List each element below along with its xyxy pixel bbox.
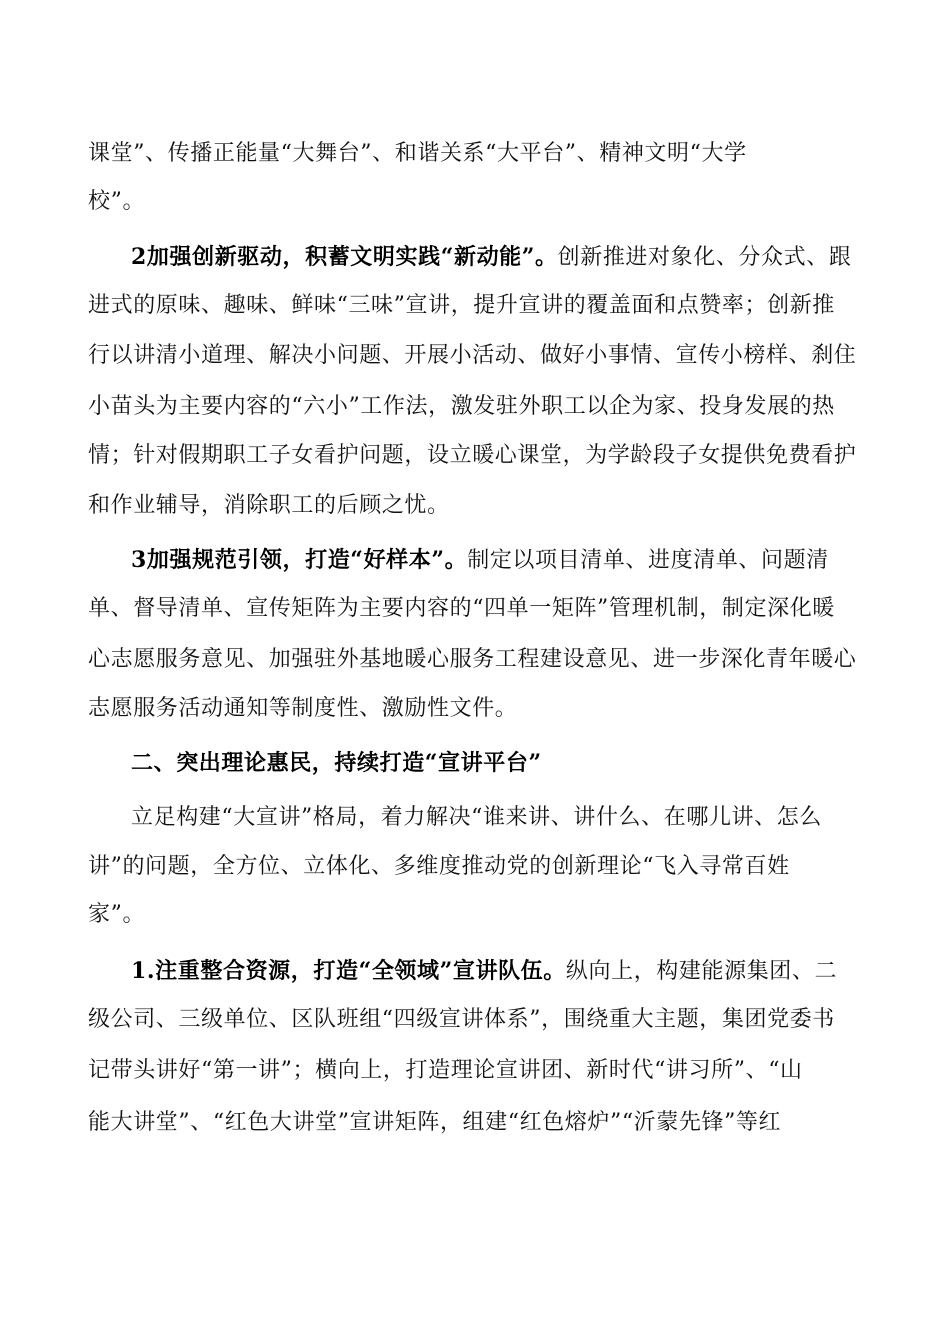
section-heading-text: 二、突出理论惠民，持续打造“宣讲平台” bbox=[131, 750, 542, 776]
text-line bbox=[88, 852, 790, 882]
text-run: 和作业辅导，消除职工的后顾之忧。 bbox=[88, 493, 450, 518]
text-run: 制定以项目清单、进度清单、问题清 bbox=[467, 548, 829, 573]
text-run: 能大讲堂”、“红色大讲堂”宣讲矩阵，组建“红色熔炉”“沂蒙先锋”等红 bbox=[88, 1110, 782, 1135]
text-run: 志愿服务活动通知等制度性、激励性文件。 bbox=[88, 696, 518, 721]
text-run: 记带头讲好“第一讲”；横向上，打造理论宣讲团、新时代“讲习所”、“山 bbox=[88, 1058, 803, 1083]
text-line bbox=[88, 694, 517, 724]
text-line bbox=[131, 803, 822, 833]
text-run: 心志愿服务意见、加强驻外基地暖心服务工程建设意见、进一步深化青年暖心 bbox=[88, 647, 857, 672]
text-line bbox=[88, 594, 835, 624]
paragraph-heading: 2加强创新驱动，积蓄文明实践“新动能”。 bbox=[131, 244, 558, 270]
text-line bbox=[88, 1108, 781, 1138]
text-line bbox=[131, 545, 829, 576]
text-run: 纵向上，构建能源集团、二 bbox=[565, 959, 838, 984]
text-run: 家”。 bbox=[88, 902, 146, 927]
text-line bbox=[88, 291, 835, 321]
text-run: 小苗头为主要内容的“六小”工作法，激发驻外职工以企为家、投身发展的热 bbox=[88, 394, 835, 419]
text-line bbox=[88, 645, 856, 675]
text-run: 校”。 bbox=[88, 189, 146, 214]
text-run: 单、督导清单、宣传矩阵为主要内容的“四单一矩阵”管理机制，制定深化暖 bbox=[88, 596, 835, 621]
text-run: 课堂”、传播正能量“大舞台”、和谐关系“大平台”、精神文明“大学 bbox=[88, 141, 747, 166]
text-line bbox=[131, 242, 851, 273]
text-run: 讲”的问题，全方位、立体化、多维度推动党的创新理论“飞入寻常百姓 bbox=[88, 854, 790, 879]
text-run: 进式的原味、趣味、鲜味“三味”宣讲，提升宣讲的覆盖面和点赞率；创新推 bbox=[88, 293, 835, 318]
text-run: 级公司、三级单位、区队班组“四级宣讲体系”，围绕重大主题，集团党委书 bbox=[88, 1007, 835, 1032]
text-run: 情；针对假期职工子女看护问题，设立暖心课堂，为学龄段子女提供免费看护 bbox=[88, 443, 857, 468]
section-heading bbox=[131, 748, 542, 779]
text-line bbox=[131, 956, 837, 987]
text-line bbox=[88, 341, 856, 371]
paragraph-heading: 1.注重整合资源，打造“全领域”宣讲队伍。 bbox=[131, 958, 566, 984]
text-line bbox=[88, 392, 835, 422]
text-run: 立足构建“大宣讲”格局，着力解决“谁来讲、讲什么、在哪儿讲、怎么 bbox=[131, 805, 822, 830]
text-line bbox=[88, 1005, 835, 1035]
text-run: 行以讲清小道理、解决小问题、开展小活动、做好小事情、宣传小榜样、刹住 bbox=[88, 343, 857, 368]
text-line bbox=[88, 187, 145, 217]
text-run: 创新推进对象化、分众式、跟 bbox=[557, 245, 852, 270]
text-line bbox=[88, 491, 450, 521]
text-line bbox=[88, 139, 747, 169]
text-line bbox=[88, 900, 145, 930]
text-line bbox=[88, 441, 856, 471]
paragraph-heading: 3加强规范引领，打造“好样本”。 bbox=[131, 547, 468, 573]
text-line bbox=[88, 1056, 803, 1086]
